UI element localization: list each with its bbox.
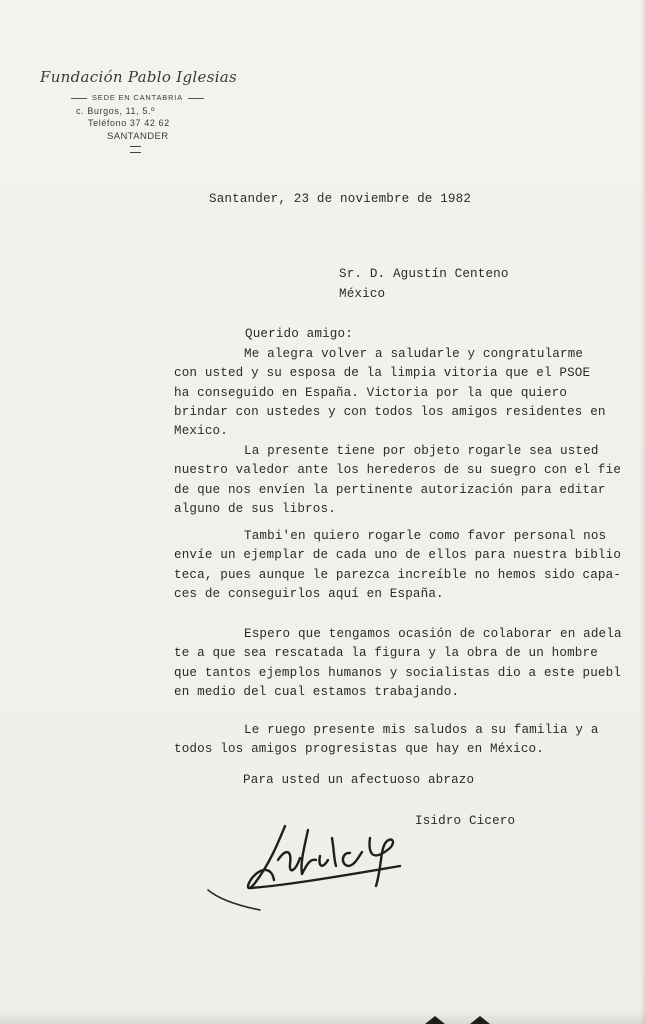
letterhead-dash-left bbox=[71, 98, 87, 99]
letter-date: Santander, 23 de noviembre de 1982 bbox=[209, 192, 472, 206]
letterhead-phone: Teléfono 37 42 62 bbox=[88, 118, 170, 128]
letterhead-foundation-name: Fundación Pablo Iglesias bbox=[40, 68, 238, 86]
body-line: envíe un ejemplar de cada uno de ellos para nuestra biblio bbox=[174, 548, 622, 563]
body-line: todos los amigos progresistas que hay en México. bbox=[174, 742, 544, 757]
paragraph-5 bbox=[174, 721, 634, 760]
body-line: teca, pues aunque le parezca increíble no hemos sido capa- bbox=[174, 567, 622, 582]
closing: Para usted un afectuoso abrazo bbox=[243, 773, 475, 787]
body-line: ha conseguido en España. Victoria por la que quiero bbox=[174, 385, 568, 400]
letterhead-address: c. Burgos, 11, 5.º bbox=[76, 106, 155, 116]
letterhead-dash-right bbox=[188, 98, 204, 99]
body-line: Me alegra volver a saludarle y congratularme bbox=[244, 347, 584, 361]
scan-corner-mark bbox=[425, 1016, 445, 1024]
handwritten-signature bbox=[200, 808, 430, 918]
body-line: con usted y su esposa de la limpia vitoria que el PSOE bbox=[174, 366, 591, 381]
body-line: La presente tiene por objeto rogarle sea usted bbox=[244, 444, 599, 458]
recipient-name: Sr. D. Agustín Centeno bbox=[339, 267, 509, 281]
paragraph-3 bbox=[174, 527, 634, 604]
body-line: te a que sea rescatada la figura y la obra de un hombre bbox=[174, 646, 598, 661]
paragraph-1 bbox=[174, 345, 634, 441]
page-bottom-shadow bbox=[0, 1010, 646, 1024]
page-edge-shadow bbox=[640, 0, 646, 1024]
body-line: que tantos ejemplos humanos y socialistas dio a este puebl bbox=[174, 665, 622, 680]
body-line: Le ruego presente mis saludos a su familia y a bbox=[244, 723, 599, 737]
body-line: de que nos envíen la pertinente autorización para editar bbox=[174, 482, 606, 497]
paragraph-4 bbox=[174, 625, 634, 702]
body-line: Mexico. bbox=[174, 424, 228, 439]
body-line: Tambi'en quiero rogarle como favor personal nos bbox=[244, 529, 607, 543]
body-line: alguno de sus libros. bbox=[174, 501, 336, 516]
body-line: Espero que tengamos ocasión de colaborar en adela bbox=[244, 627, 622, 641]
recipient-place: México bbox=[339, 287, 386, 301]
body-line: nuestro valedor ante los herederos de su suegro con el fie bbox=[174, 463, 622, 478]
greeting: Querido amigo: bbox=[245, 327, 353, 341]
body-line: en medio del cual estamos trabajando. bbox=[174, 684, 460, 699]
paragraph-2 bbox=[174, 442, 634, 519]
letterhead-rule bbox=[130, 146, 141, 153]
signer-name: Isidro Cicero bbox=[415, 814, 516, 828]
body-line: brindar con ustedes y con todos los amigos residentes en bbox=[174, 404, 606, 419]
letterhead-sede bbox=[66, 93, 209, 102]
body-line: ces de conseguirlos aquí en España. bbox=[174, 586, 444, 601]
letterhead-sede-text: SEDE EN CANTABRIA bbox=[92, 93, 183, 102]
letterhead-city: SANTANDER bbox=[107, 131, 169, 142]
scan-corner-mark bbox=[470, 1016, 490, 1024]
